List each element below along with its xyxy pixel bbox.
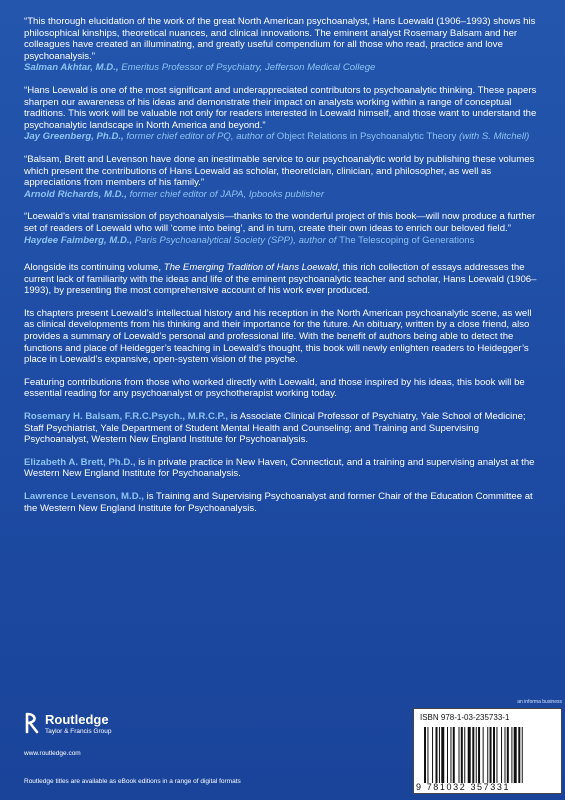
- endorsement: [24, 85, 542, 143]
- endorsement-quote: “This thorough elucidation of the work of the great North American psychoanalyst, Hans Loewald (1906–1993) shows his philosophical kinships, theoretical nuances, and clinical innovations. The eminent analyst Rosemary Balsam and her colleagues have created an illuminating, and greatly useful compendium for all those who read, practice and love psychoanalysis.”: [24, 16, 536, 62]
- endorser-role: Emeritus Professor of Psychiatry, Jefferson Medical College: [121, 62, 376, 74]
- editor-bio-text: is Associate Clinical Professor of Psychiatry, Yale School of Medicine; Staff Psychiatrist, Yale Department of Student Mental Health and Counseling; and Training and Supervising Psychoanalyst, Western New England Institute for Psychoanalysis.: [24, 411, 526, 446]
- endorsement: [24, 211, 542, 246]
- description-text: , this rich collection of essays addresses the current lack of familiarity with the ideas and life of the eminent psychoanalytic teacher and scholar, Hans Loewald (1906–1993), by presenting the most comprehensive account of his work ever produced.: [24, 262, 537, 297]
- endorsement-attribution: [24, 189, 542, 201]
- ebook-note: Routledge titles are available as eBook editions in a range of digital formats: [24, 778, 241, 785]
- endorser-role-extra: (with S. Mitchell): [458, 131, 530, 143]
- editor-name: Rosemary H. Balsam, F.R.C.Psych., M.R.C.P.,: [24, 411, 229, 423]
- endorser-role: former chief editor of JAPA, Ipbooks publisher: [129, 188, 325, 200]
- book-title: The Emerging Tradition of Hans Loewald: [163, 262, 338, 274]
- barcode-icon: [422, 727, 554, 783]
- publisher-logo: [24, 708, 154, 758]
- editor-bio: [24, 411, 542, 446]
- isbn-label: ISBN 978-1-03-235733-1: [420, 713, 510, 722]
- publisher-name: Routledge: [45, 712, 109, 727]
- publisher-group: Taylor & Francis Group: [45, 728, 112, 735]
- barcode-box: [413, 708, 562, 794]
- editor-name: Lawrence Levenson, M.D.,: [24, 491, 144, 502]
- description-paragraph: [24, 262, 542, 297]
- description-paragraph: Featuring contributions from those who worked directly with Loewald, and those inspired by his ideas, this book will be essential reading for any psychoanalyst or psychotherapist working today.: [24, 376, 525, 400]
- endorsement-quote: “Balsam, Brett and Levenson have done an inestimable service to our psychoanalytic world by publishing these volumes which present the contributions of Hans Loewald as scholar, theoretician, clinician, and philosopher, as well as appreciations from members of his family.”: [24, 153, 535, 189]
- editor-bio-text: is Training and Supervising Psychoanalyst and former Chair of the Education Committee at the Western New England Institute for Psychoanalysis.: [24, 491, 533, 514]
- cover-text: [24, 16, 542, 525]
- endorser-name: Haydee Faimberg, M.D.,: [24, 234, 133, 246]
- endorsement-quote: “Loewald’s vital transmission of psychoanalysis—thanks to the wonderful project of this book—will now produce a further set of readers of Loewald who will ‘come into being’, and in turn, create their own ideas to enrich our beloved field.”: [24, 211, 536, 234]
- barcode-digits: 9 781032 357331: [416, 782, 511, 792]
- informa-tagline: an informa business: [517, 699, 562, 705]
- endorsement-quote: “Hans Loewald is one of the most significant and underappreciated contributors to psychoanalytic thinking. These papers sharpen our awareness of his ideas and demonstrate their impact on analysts working within a range of conceptual traditions. This work will be valuable not only for readers interested in Loewald himself, and those want to understand the psychoanalytic landscape in North America and beyond.”: [24, 84, 537, 131]
- description-paragraph: Its chapters present Loewald’s intellectual history and his reception in the North American psychoanalytic scene, as well as clinical developments from his thinking and their importance for the future. An obituary, written by a close friend, also provides a summary of Loewald’s personal and professional life. With the benefit of authors being able to detect the functions and place of Heidegger’s teaching in Loewald’s thought, this book will newly enlighten readers to Heidegger’s place in Loewald’s expansive, open-system vision of the psyche.: [24, 307, 532, 366]
- editor-name: Elizabeth A. Brett, Ph.D.,: [24, 456, 136, 468]
- cover-footer: [24, 699, 562, 796]
- editor-bio: [24, 491, 542, 514]
- description-text: Alongside its continuing volume,: [24, 262, 164, 274]
- routledge-logo-icon: [24, 712, 40, 734]
- endorser-work: Object Relations in Psychoanalytic Theory: [276, 131, 457, 143]
- endorser-name: Jay Greenberg, Ph.D.,: [24, 131, 124, 143]
- endorsement: [24, 154, 542, 200]
- publisher-url: www.routledge.com: [24, 750, 81, 757]
- endorsement-attribution: [24, 62, 542, 74]
- editor-bio: [24, 457, 542, 480]
- endorsement: [24, 16, 542, 74]
- endorser-name: Arnold Richards, M.D.,: [24, 188, 127, 200]
- barcode-area: [413, 700, 562, 796]
- endorsement-attribution: [24, 235, 542, 247]
- endorser-role: former chief editor of PQ, author of: [126, 131, 275, 143]
- editor-bio-text: is in private practice in New Haven, Connecticut, and a training and supervising analyst at the Western New England Institute for Psychoanalysis.: [24, 456, 535, 480]
- endorser-work: The Telescoping of Generations: [339, 234, 475, 246]
- endorser-name: Salman Akhtar, M.D.,: [24, 62, 119, 74]
- endorsement-attribution: [24, 131, 542, 143]
- endorser-role: Paris Psychoanalytical Society (SPP), author of: [134, 234, 337, 246]
